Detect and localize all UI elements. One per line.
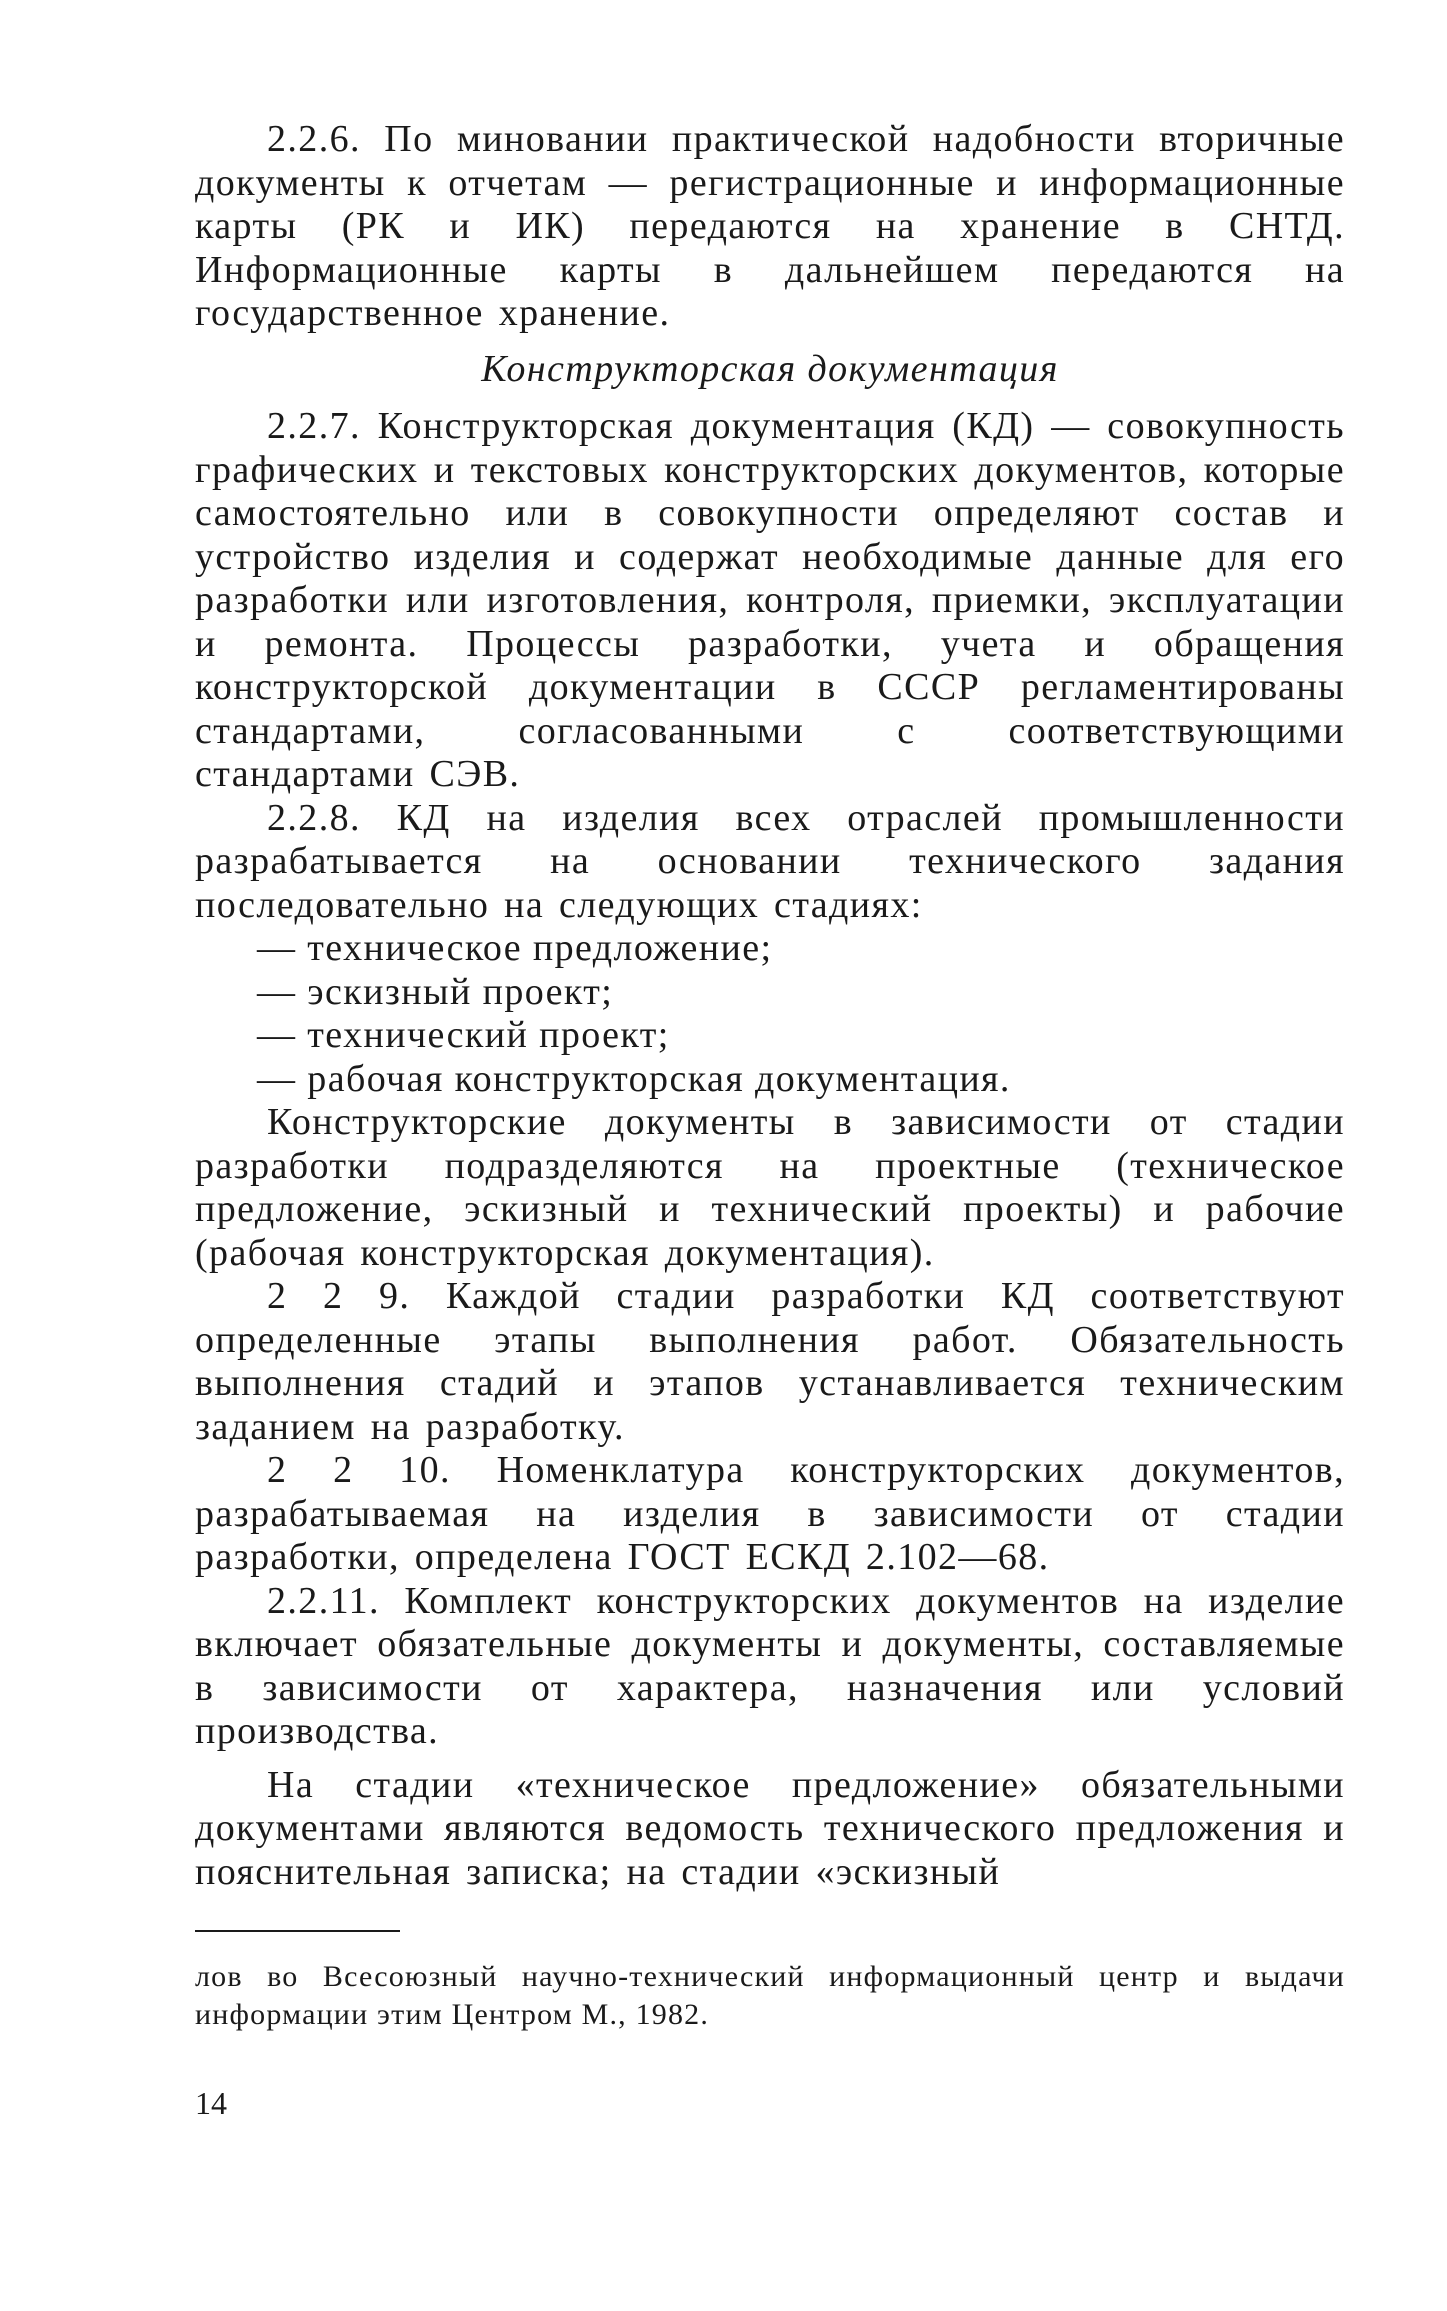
stage-list-item: — технический проект; [257,1014,670,1056]
paragraph-2-2-7: 2.2.7. Конструкторская документация (КД) — совокупность графических и текстовых конструкторских документов, которые самостоятельно или в совокупности определяют состав и устройство изделия и содержат необходимые данные для его разработки или изготовления, контроля, приемки, эксплуатации и ремонта. Процессы разработки, учета и обращения конструкторской документации в СССР регламентированы стандартами, согласованными с соответствующими стандартами СЭВ. [195,405,1345,795]
footnote-divider [195,1930,400,1932]
section-heading: Конструкторская документация [481,347,1059,390]
page-number: 14 [195,2085,227,2121]
paragraph-technical-proposal: На стадии «техническое предложение» обязательными документами являются ведомость технического предложения и пояснительная записка; на стадии «эскизный [195,1763,1345,1893]
stage-list-item: — техническое предложение; [257,927,773,969]
paragraph-2-2-6: 2.2.6. По миновании практической надобности вторичные документы к отчетам — регистрационные и информационные карты (РК и ИК) передаются на хранение в СНТД. Информационные карты в дальнейшем передаются на государственное хранение. [195,118,1345,334]
paragraph-documents-by-stage: Конструкторские документы в зависимости от стадии разработки подразделяются на проектные (техническое предложение, эскизный и технический проекты) и рабочие (рабочая конструкторская документация). [195,1101,1345,1274]
footnote: лов во Всесоюзный научно-технический информационный центр и выдачи информации этим Центром М., 1982. [195,1960,1345,2031]
paragraph-2-2-10: 2 2 10. Номенклатура конструкторских документов, разрабатываемая на изделия в зависимости от стадии разработки, определена ГОСТ ЕСКД 2.102—68. [195,1449,1345,1578]
stage-list-item: — эскизный проект; [257,970,614,1013]
paragraph-2-2-8: 2.2.8. КД на изделия всех отраслей промышленности разрабатывается на основании технического задания последовательно на следующих стадиях: [195,796,1345,926]
paragraph-2-2-11: 2.2.11. Комплект конструкторских документов на изделие включает обязательные документы и документы, составляемые в зависимости от характера, назначения или условий производства. [195,1579,1345,1752]
stage-list-item: — рабочая конструкторская документация. [257,1057,1011,1100]
paragraph-2-2-9: 2 2 9. Каждой стадии разработки КД соответствуют определенные этапы выполнения работ. Обязательность выполнения стадий и этапов устанавливается техническим заданием на разработку. [195,1275,1345,1448]
document-page [195,118,1345,1894]
